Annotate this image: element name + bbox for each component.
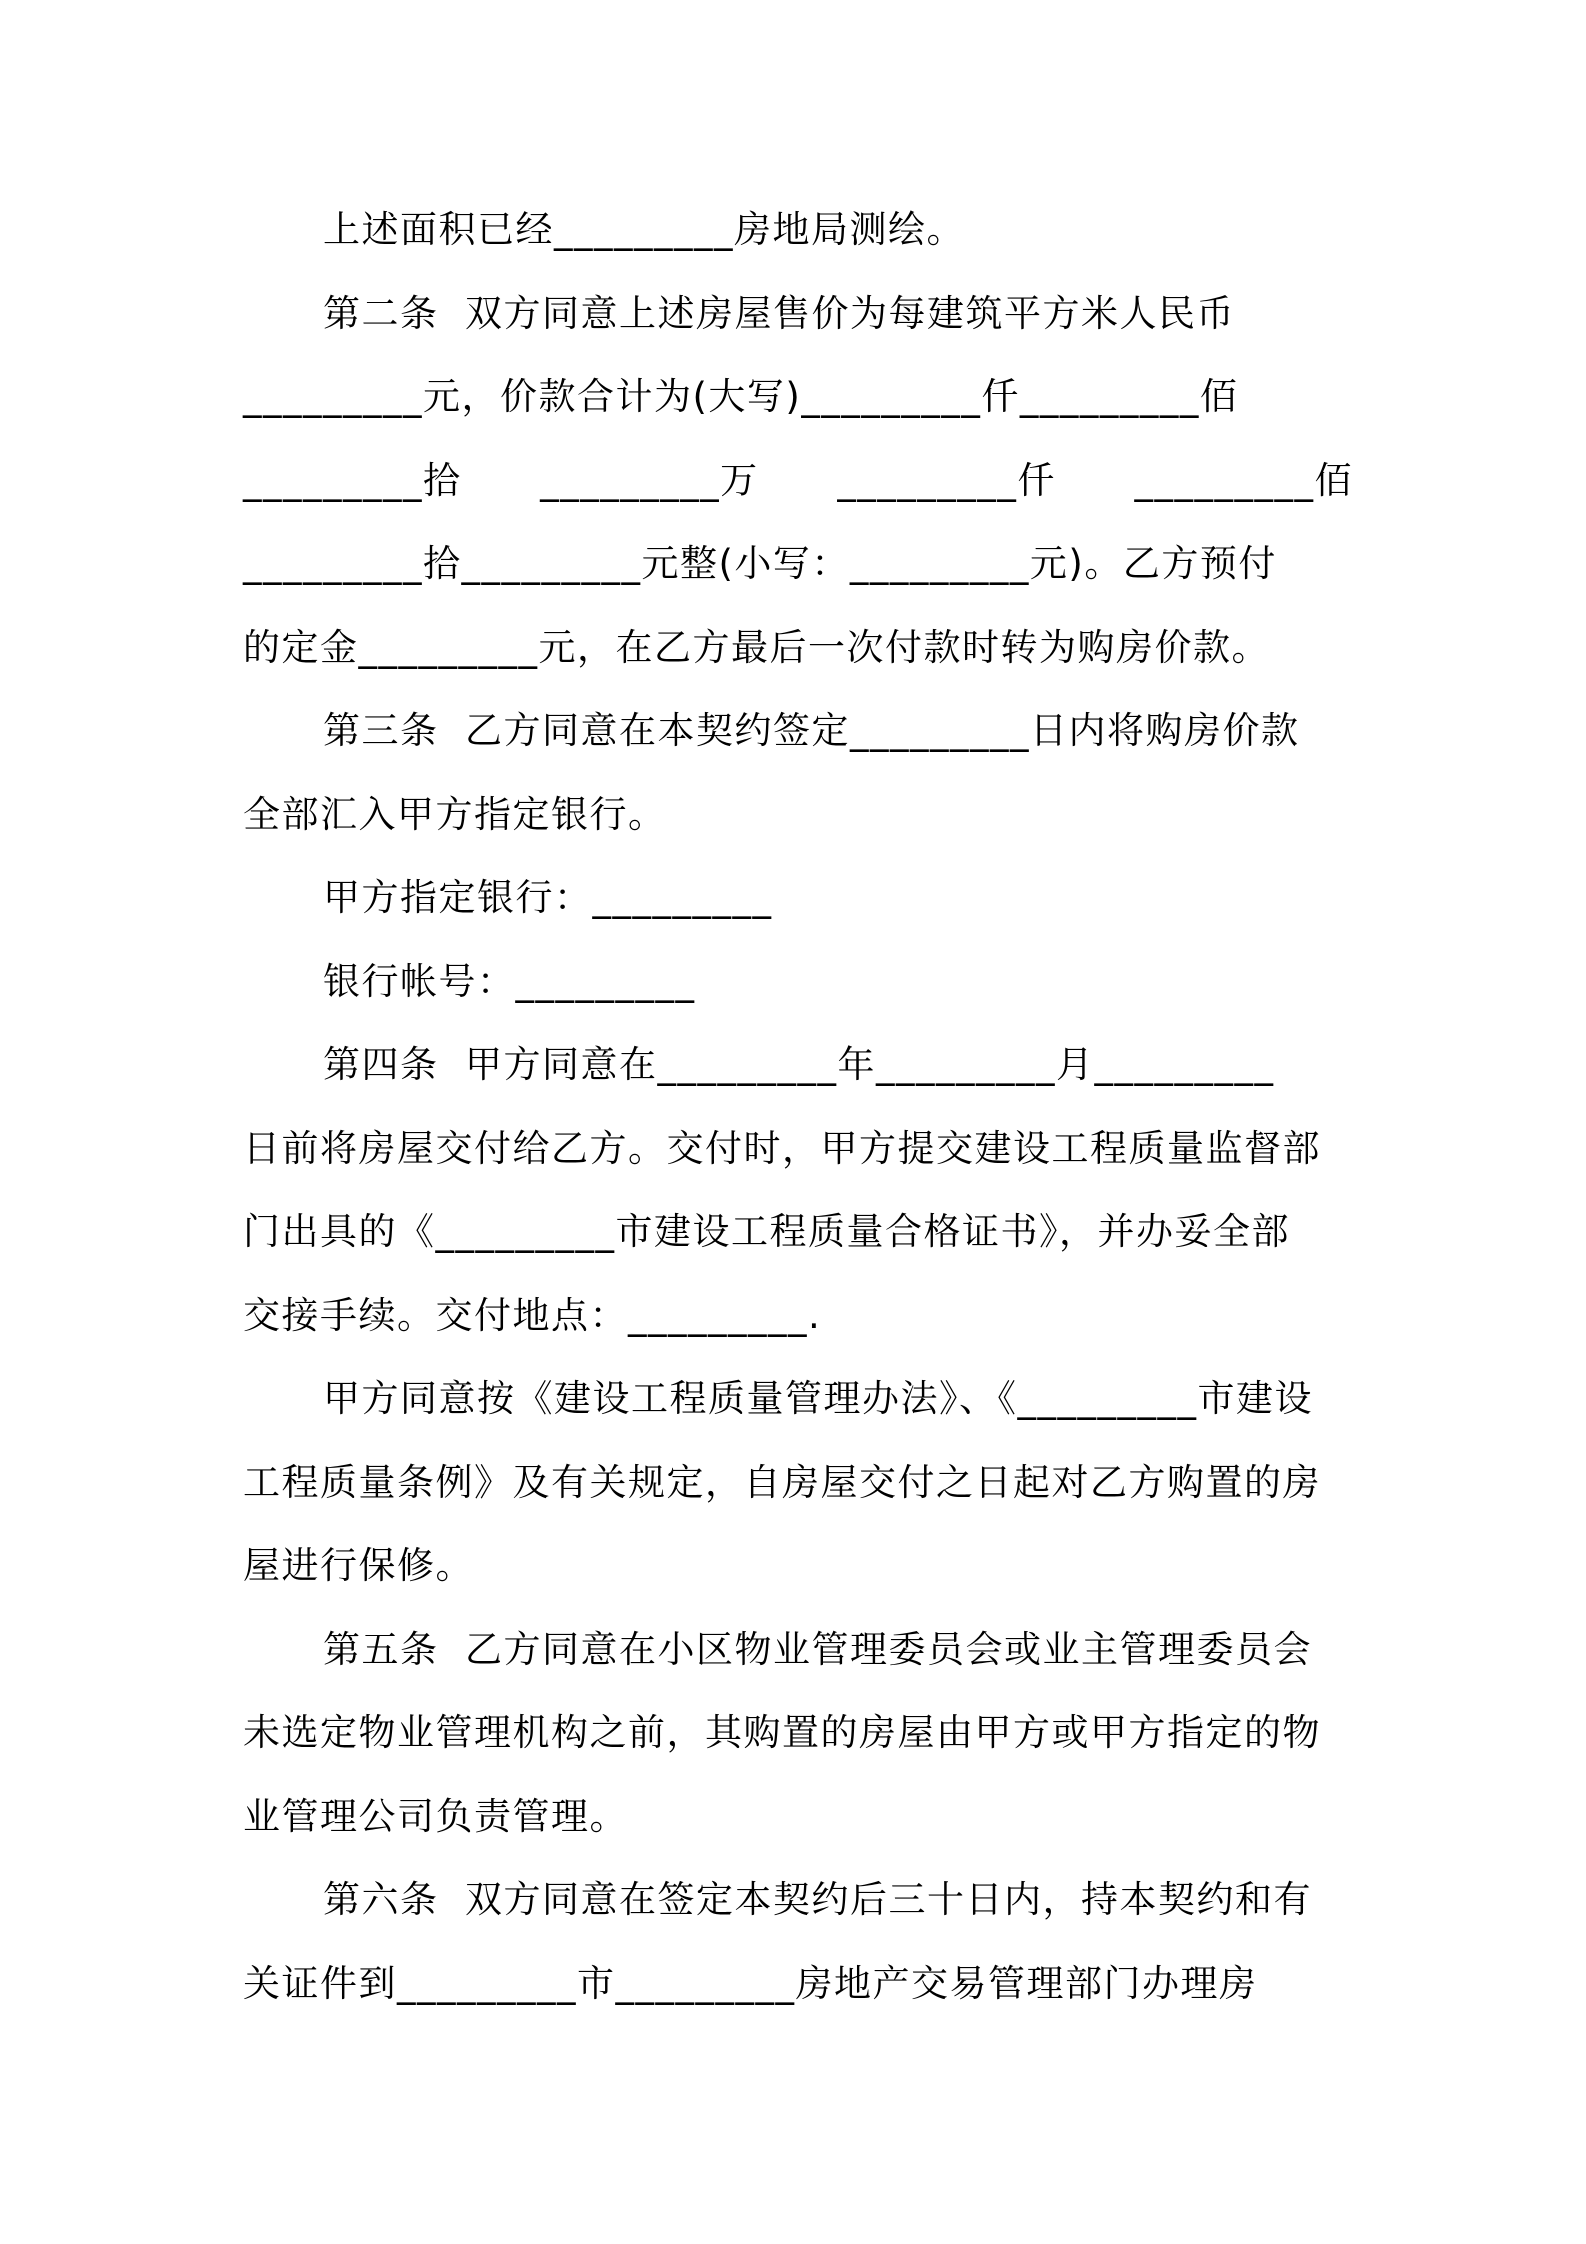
text-line-article-4: 第四条 甲方同意在_________年_________月_________ xyxy=(323,1043,1275,1086)
text-line-article-2-heading: 第二条 双方同意上述房屋售价为每建筑平方米人民币 xyxy=(323,291,1236,335)
contract-body xyxy=(243,188,1353,2025)
text-line-price-lowercase: _________拾_________元整(小写：_________元)。乙方预付 xyxy=(243,542,1277,585)
amount-bai: _________佰 xyxy=(1134,458,1353,502)
text-line-delivery: 日前将房屋交付给乙方。交付时，甲方提交建设工程质量监督部 xyxy=(243,1126,1321,1170)
text-line-deposit: 的定金_________元，在乙方最后一次付款时转为购房价款。 xyxy=(243,625,1270,669)
text-line-delivery-location: 交接手续。交付地点：_________. xyxy=(243,1293,822,1337)
text-line-management-company: 业管理公司负责管理。 xyxy=(243,1794,628,1838)
text-line-bank-transfer: 全部汇入甲方指定银行。 xyxy=(243,792,667,836)
text-line-bank-account: 银行帐号：_________ xyxy=(323,959,696,1003)
text-line-area-survey: 上述面积已经_________房地局测绘。 xyxy=(323,208,965,251)
text-line-warranty-basis: 甲方同意按《建设工程质量管理办法》、《_________市建设 xyxy=(323,1377,1313,1420)
text-line-quality-certificate: 门出具的《_________市建设工程质量合格证书》，并办妥全部 xyxy=(243,1210,1290,1253)
amount-wan: _________万 xyxy=(540,458,759,502)
text-line-designated-bank: 甲方指定银行：_________ xyxy=(323,876,773,919)
amount-shi: _________拾 xyxy=(243,458,462,502)
text-line-warranty-end: 屋进行保修。 xyxy=(243,1544,474,1587)
text-line-price-amounts xyxy=(243,439,1353,523)
text-line-article-3: 第三条 乙方同意在本契约签定_________日内将购房价款 xyxy=(323,709,1300,752)
text-line-warranty-regulation: 工程质量条例》及有关规定，自房屋交付之日起对乙方购置的房 xyxy=(243,1460,1321,1504)
text-line-article-6: 第六条 双方同意在签定本契约后三十日内，持本契约和有 xyxy=(323,1878,1313,1921)
text-line-article-5: 第五条 乙方同意在小区物业管理委员会或业主管理委员会 xyxy=(323,1627,1313,1671)
text-line-registration: 关证件到_________市_________房地产交易管理部门办理房 xyxy=(243,1961,1258,2005)
text-line-property-management: 未选定物业管理机构之前，其购置的房屋由甲方或甲方指定的物 xyxy=(243,1711,1321,1754)
text-line-price-total: _________元，价款合计为(大写)_________仟_________佰 xyxy=(243,375,1239,418)
amount-qian: _________仟 xyxy=(837,458,1056,502)
